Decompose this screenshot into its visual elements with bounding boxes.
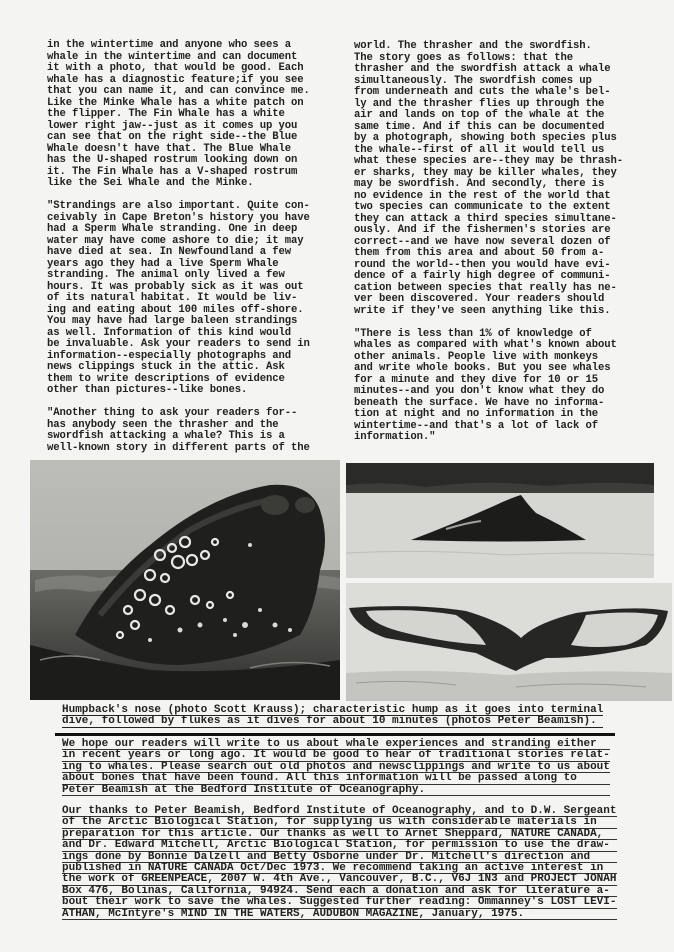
text-line: We hope our readers will write to us about whale experiences and stranding either <box>62 739 610 750</box>
text-line: years ago they had a live Sperm Whale <box>47 257 279 270</box>
text-line: two species can communicate to the extent <box>354 201 611 213</box>
text-line: "There is less than 1% of knowledge of <box>354 327 592 340</box>
article-right-column <box>354 41 623 444</box>
text-line: beneath the surface. We have no informa- <box>354 396 605 409</box>
text-line: no evidence in the rest of the world that <box>354 189 611 202</box>
text-line: ATHAN, McIntyre's MIND IN THE WATERS, AUDUBON MAGAZINE, January, 1975. <box>62 909 617 920</box>
text-line: the work of GREENPEACE, 2007 W. 4th Ave., Vancouver, B.C., V6J 1N3 and PROJECT JONAH <box>62 873 617 886</box>
text-line: as well. Information of this kind would <box>47 326 292 339</box>
text-line: about bones that have been found. All this information will be passed along to <box>62 773 610 784</box>
text-line: world. The thrasher and the swordfish. <box>354 40 592 52</box>
text-line: that you can name it, and can convince me. <box>47 85 310 97</box>
text-line: may be swordfish. And secondly, there is <box>354 178 605 190</box>
paragraph <box>47 201 310 397</box>
text-line: information." <box>354 431 436 443</box>
text-line: they can attack a third species simultane- <box>354 212 617 225</box>
text-line: ing and eating about 100 miles off-shore. <box>47 303 304 316</box>
text-line: ver been discovered. Your readers should <box>354 293 605 305</box>
text-line: them from this area and about 50 from a- <box>354 247 605 259</box>
text-line: preparation for this article. Our thanks as well to Arnet Sheppard, NATURE CANADA, <box>62 829 617 840</box>
text-line: and write whole books. But you see whales <box>354 362 611 374</box>
humpback-hump-illustration <box>346 463 654 578</box>
text-line: thrasher and the swordfish attack a whale <box>354 63 611 75</box>
text-line: published in NATURE CANADA Oct/Dec 1973. We recommend taking an active interest in <box>62 863 617 874</box>
text-line: wintertime--and that's a lot of lack of <box>354 419 599 432</box>
text-line: news clippings stuck in the attic. Ask <box>47 361 285 373</box>
text-line: has anybody seen the thrasher and the <box>47 418 279 431</box>
text-line: Peter Beamish at the Bedford Institute of Oceanography. <box>62 785 610 796</box>
text-line: be invaluable. Ask your readers to send in <box>47 338 310 350</box>
text-line: ly and the thrasher flies up through the <box>354 97 605 110</box>
section-divider <box>55 733 615 736</box>
text-line: other animals. People live with monkeys <box>354 350 599 363</box>
text-line: dence of a fairly high degree of communi- <box>354 270 611 282</box>
humpback-nose-illustration <box>30 460 340 700</box>
text-line: and Dr. Edward Mitchell, Arctic Biological Station, for permission to use the draw- <box>62 840 617 851</box>
text-line: ously. And if the fishermen's stories are <box>354 224 611 236</box>
text-line: simultaneously. The swordfish comes up <box>354 74 592 87</box>
text-line: cation between species that really has ne- <box>354 281 617 294</box>
humpback-flukes-illustration <box>346 583 672 701</box>
text-line: whale in the wintertime and can document <box>47 50 298 63</box>
article-left-column <box>47 40 310 454</box>
text-line: air and lands on top of the whale at the <box>354 109 605 121</box>
text-line: in the wintertime and anyone who sees a <box>47 39 292 51</box>
text-line: had a Sperm Whale stranding. One in deep <box>47 223 298 235</box>
photo-caption <box>62 705 603 728</box>
text-line: Like the Minke Whale has a white patch on <box>47 96 304 109</box>
text-line: swordfish attacking a whale? This is a <box>47 430 285 442</box>
text-line: them to write descriptions of evidence <box>47 372 285 385</box>
text-line: in recent years or long ago. It would be good to hear of traditional stories relat- <box>62 749 610 762</box>
text-line: "Another thing to ask your readers for-- <box>47 407 298 419</box>
paragraph <box>47 40 310 190</box>
text-line: tion at night and no information in the <box>354 408 599 420</box>
text-line: from underneath and cuts the whale's bel- <box>354 86 611 98</box>
text-line: for a minute and they dive for 10 or 15 <box>354 373 599 386</box>
text-line: other than pictures--like bones. <box>47 384 248 396</box>
text-line: of the Arctic Biological Station, for supplying us with considerable materials in <box>62 817 617 828</box>
text-line: the flipper. The Fin Whale has a white <box>47 108 285 120</box>
text-line: it. The Fin Whale has a V-shaped rostrum <box>47 165 298 178</box>
text-line: it with a photo, that would be good. Each <box>47 62 304 74</box>
text-line: by a photograph, showing both species plus <box>354 132 617 144</box>
text-line: Our thanks to Peter Beamish, Bedford Institute of Oceanography, and to D.W. Sergeant <box>62 805 617 817</box>
text-line: dive, followed by flukes as it dives for about 10 minutes (photos Peter Beamish). <box>62 716 603 727</box>
text-line: round the world--then you would have evi- <box>354 258 611 271</box>
text-line: hours. It was probably sick as it was out <box>47 280 304 293</box>
photo-humpback-flukes <box>346 583 672 701</box>
text-line: the whale--first of all it would tell us <box>354 143 605 156</box>
text-line: well-known story in different parts of the <box>47 441 310 454</box>
text-line: write if they've seen anything like this. <box>354 304 611 317</box>
text-line: lower right jaw--just as it comes up you <box>47 119 298 132</box>
acknowledgements-note <box>62 806 617 920</box>
text-line: correct--and we have now several dozen of <box>354 235 611 248</box>
paragraph <box>354 41 623 317</box>
text-line: Humpback's nose (photo Scott Krauss); characteristic hump as it goes into terminal <box>62 704 604 716</box>
text-line: information--especially photographs and <box>47 349 292 362</box>
paragraph <box>47 408 310 454</box>
text-line: have died at sea. In Newfoundland a few <box>47 246 292 258</box>
text-line: "Strandings are also important. Quite con- <box>47 200 310 212</box>
text-line: whales as compared with what's known about <box>354 339 617 351</box>
text-line: what these species are--they may be thrash- <box>354 155 624 167</box>
readers-appeal-note <box>62 739 610 796</box>
text-line: minutes--and you don't know what they do <box>354 385 605 397</box>
text-line: of its natural habitat. It would be liv- <box>47 292 298 304</box>
photo-humpback-nose <box>30 460 340 700</box>
text-line: ing to whales. Please search out old photos and newsclippings and write to us about <box>62 760 610 773</box>
text-line: whale has a diagnostic feature;if you see <box>47 73 304 86</box>
text-line: Whale doesn't have that. The Blue Whale <box>47 142 292 155</box>
text-line: stranding. The animal only lived a few <box>47 269 285 281</box>
text-line: has the U-shaped rostrum looking down on <box>47 154 298 166</box>
text-line: ceivably in Cape Breton's history you have <box>47 211 310 224</box>
text-line: ings done by Bonnie Dalzell and Betty Osborne under Dr. Mitchell's direction and <box>62 852 617 863</box>
photo-humpback-hump <box>346 463 654 578</box>
text-line: Box 476, Bolinas, California, 94924. Send each a donation and ask for literature a- <box>62 886 617 897</box>
text-line: water may have come ashore to die; it may <box>47 234 304 247</box>
text-line: same time. And if this can be documented <box>354 120 605 133</box>
paragraph-gap <box>354 317 623 329</box>
text-line: The story goes as follows: that the <box>354 51 574 64</box>
text-line: like the Sei Whale and the Minke. <box>47 177 254 189</box>
text-line: can see that on the right side--the Blue <box>47 131 298 143</box>
paragraph <box>354 329 623 444</box>
text-line: You may have had large baleen strandings <box>47 315 298 327</box>
text-line: er sharks, they may be killer whales, they <box>354 166 617 179</box>
text-line: bout their work to save the whales. Suggested further reading: Ommanney's LOST LEVI- <box>62 896 617 909</box>
